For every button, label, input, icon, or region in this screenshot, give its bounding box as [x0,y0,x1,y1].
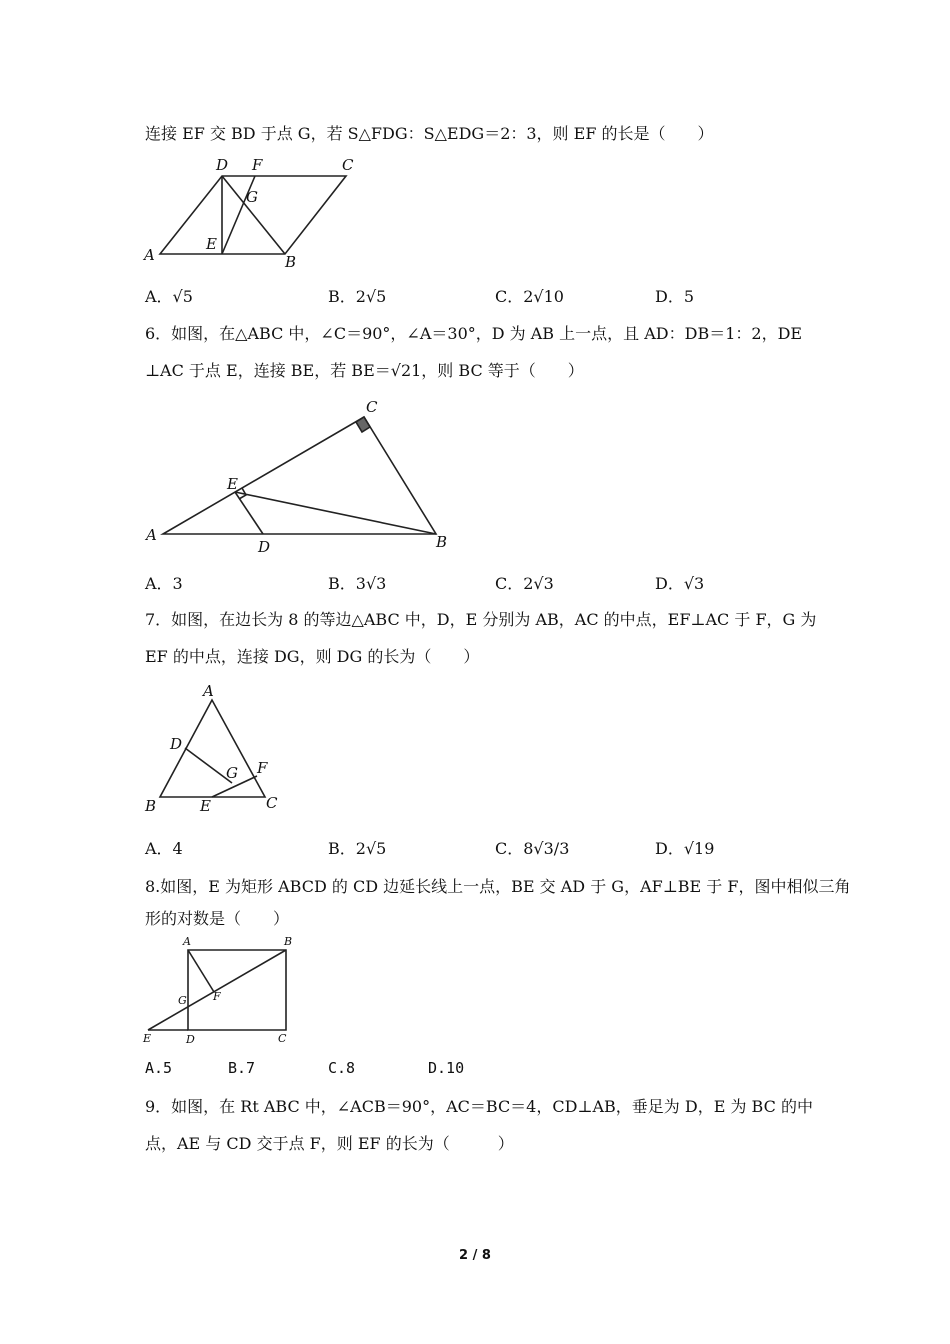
q7-figure [140,680,290,815]
q6-right-angle-c [356,417,370,432]
q5-label-a: A [144,246,155,264]
q7-label-d: D [170,735,183,753]
q5-option-a[interactable]: A．√5 [145,287,193,306]
q5-figure [140,152,370,272]
q8-rectangle-abcd [188,950,286,1030]
q6-figure [140,395,460,560]
q8-option-d[interactable]: D.10 [428,1059,465,1077]
q6-stem-line1: 6．如图，在△ABC 中，∠C＝90°，∠A＝30°，D 为 AB 上一点，且 AD：DB＝1：2，DE [145,324,803,343]
q9-stem-line2: 点，AE 与 CD 交于点 F，则 EF 的长为（ ） [145,1134,514,1153]
q7-label-c: C [266,794,278,812]
q8-label-a: A [183,935,191,948]
q8-option-b[interactable]: B.7 [228,1059,256,1077]
q8-label-d: D [186,1033,195,1046]
q5-label-c: C [342,156,354,174]
q6-label-b: B [436,533,448,551]
q5-label-d: D [216,156,229,174]
q7-label-b: B [145,797,157,815]
q5-option-c[interactable]: C．2√10 [495,287,564,306]
q8-label-e: E [143,1032,152,1045]
q5-label-e: E [206,235,217,253]
q6-segment-be [235,492,436,534]
q7-option-b[interactable]: B．2√5 [328,839,387,858]
q7-label-e: E [200,797,211,815]
q6-triangle-abc [163,417,436,534]
q5-label-b: B [285,253,297,271]
q5-label-f: F [252,156,263,174]
q6-label-d: D [258,538,271,556]
q5-label-g: G [246,188,258,206]
q7-label-g: G [226,764,238,782]
q5-stem: 连接 EF 交 BD 于点 G，若 S△FDG：S△EDG＝2：3，则 EF 的长是（ ） [145,124,714,143]
q6-option-b[interactable]: B．3√3 [328,574,387,593]
q7-option-c[interactable]: C．8√3/3 [495,839,570,858]
q7-option-d[interactable]: D．√19 [655,839,715,858]
q8-stem-line2: 形的对数是（ ） [145,909,290,928]
q8-label-c: C [278,1032,287,1045]
q7-segment-dg [185,748,232,783]
q8-label-g: G [178,994,187,1007]
q6-label-a: A [146,526,157,544]
q5-option-d[interactable]: D．5 [655,287,695,306]
q8-label-b: B [284,935,293,948]
q7-option-a[interactable]: A．4 [145,839,183,858]
q6-stem-line2: ⊥AC 于点 E，连接 BE，若 BE＝√21，则 BC 等于（ ） [145,361,584,380]
q8-stem-line1: 8.如图，E 为矩形 ABCD 的 CD 边延长线上一点，BE 交 AD 于 G，AF⊥BE 于 F，图中相似三角 [145,877,851,896]
q8-label-f: F [213,990,221,1003]
q8-option-c[interactable]: C.8 [328,1059,356,1077]
q7-label-a: A [203,682,214,700]
q7-label-f: F [257,759,268,777]
q8-figure [140,932,305,1047]
q8-segment-af [188,950,214,992]
q6-option-c[interactable]: C．2√3 [495,574,554,593]
q6-label-c: C [366,398,378,416]
q8-option-a[interactable]: A.5 [145,1059,173,1077]
q5-option-b[interactable]: B．2√5 [328,287,387,306]
q6-option-a[interactable]: A．3 [145,574,183,593]
q7-stem-line1: 7．如图，在边长为 8 的等边△ABC 中，D，E 分别为 AB，AC 的中点，EF⊥AC 于 F，G 为 [145,610,817,629]
page-number: 2 / 8 [459,1248,491,1263]
q6-label-e: E [227,475,238,493]
q7-stem-line2: EF 的中点，连接 DG，则 DG 的长为（ ） [145,647,480,666]
q9-stem-line1: 9．如图，在 Rt ABC 中，∠ACB＝90°，AC＝BC＝4，CD⊥AB，垂足为 D，E 为 BC 的中 [145,1097,813,1116]
q6-option-d[interactable]: D．√3 [655,574,705,593]
